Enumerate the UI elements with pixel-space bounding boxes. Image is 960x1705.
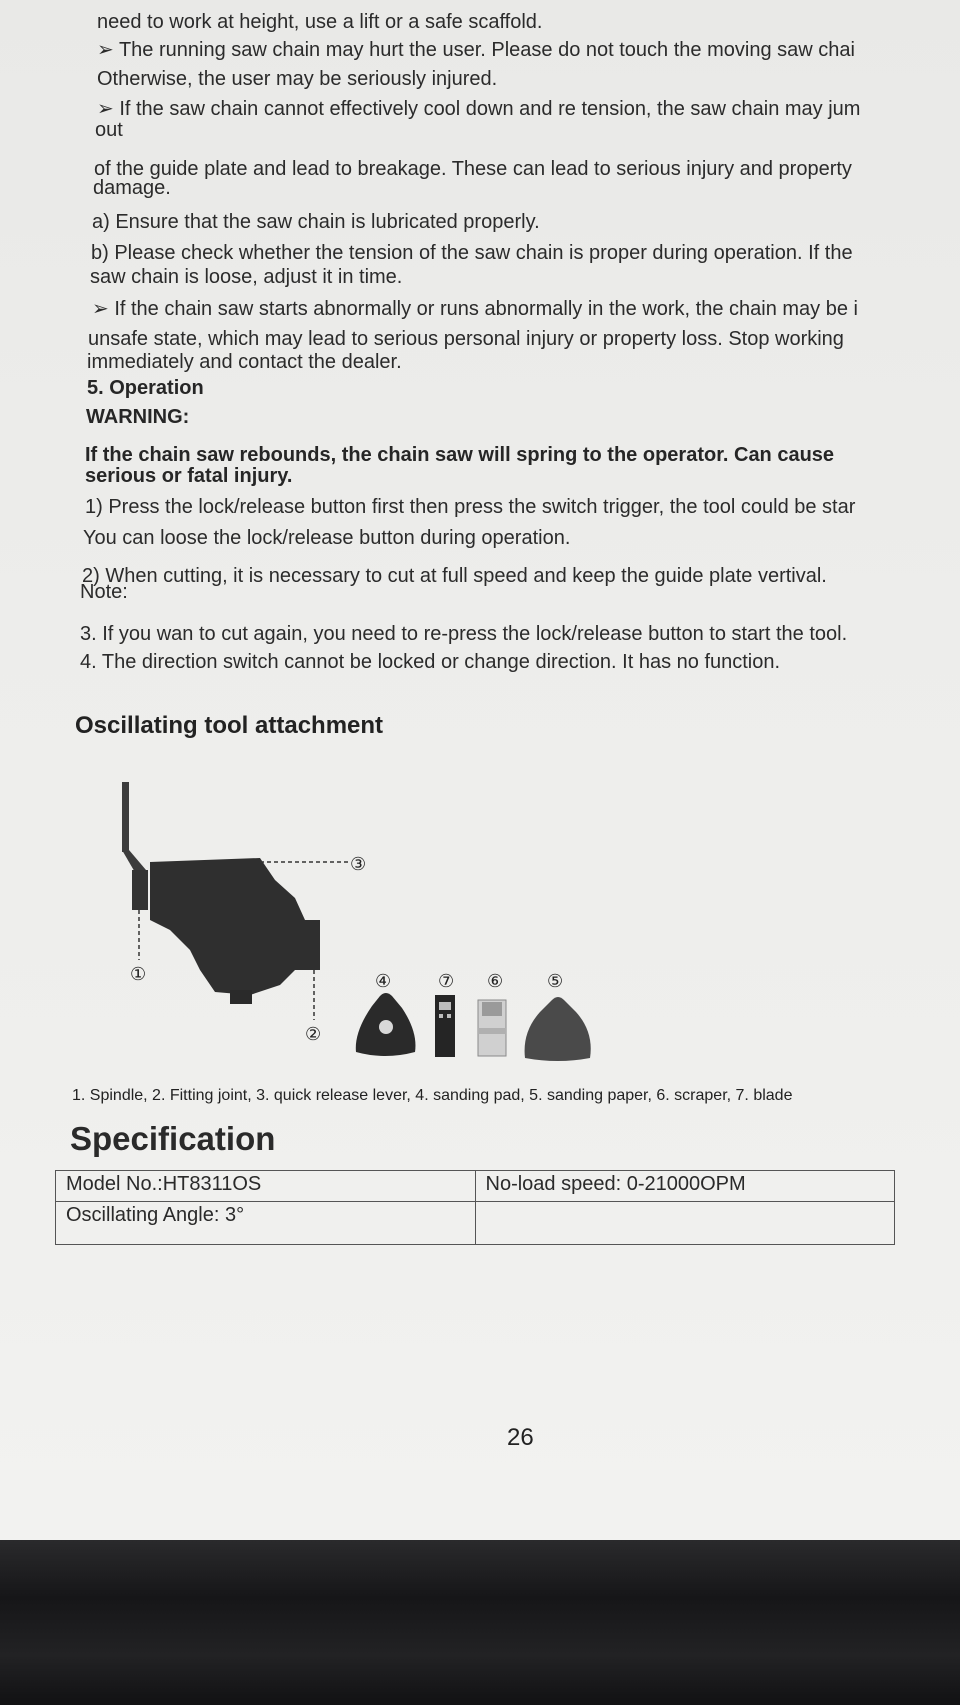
body-line: saw chain is loose, adjust it in time. <box>90 266 403 288</box>
model-cell: Model No.:HT8311OS <box>56 1171 476 1202</box>
bullet-line: ➢ The running saw chain may hurt the user. Please do not touch the moving saw chai <box>97 39 855 61</box>
body-line: of the guide plate and lead to breakage. These can lead to serious injury and property <box>94 158 852 180</box>
step-item: 1) Press the lock/release button first then press the switch trigger, the tool could be star <box>85 496 856 518</box>
bullet-line: ➢ If the saw chain cannot effectively cool down and re tension, the saw chain may jum <box>97 98 861 120</box>
callout-2: ② <box>305 1024 322 1045</box>
background-surface <box>0 1540 960 1705</box>
attachment-heading: Oscillating tool attachment <box>75 712 384 739</box>
list-item: b) Please check whether the tension of the saw chain is proper during operation. If the <box>91 242 853 264</box>
body-line: immediately and contact the dealer. <box>87 351 402 373</box>
diagram-caption: 1. Spindle, 2. Fitting joint, 3. quick release lever, 4. sanding pad, 5. sanding paper, 6. scraper, 7. blade <box>72 1087 793 1104</box>
specification-table <box>55 1170 895 1245</box>
speed-cell: No-load speed: 0-21000OPM <box>475 1171 895 1202</box>
specification-heading: Specification <box>70 1120 276 1157</box>
step-item: 4. The direction switch cannot be locked or change direction. It has no function. <box>80 651 781 673</box>
body-line: need to work at height, use a lift or a safe scaffold. <box>97 11 543 33</box>
callout-3: ③ <box>350 854 367 875</box>
table-row <box>56 1171 895 1202</box>
body-line: Otherwise, the user may be seriously injured. <box>97 68 498 90</box>
callout-1: ① <box>130 964 147 985</box>
step-item: 2) When cutting, it is necessary to cut at full speed and keep the guide plate vertival. <box>82 565 827 587</box>
warning-label: WARNING: <box>86 406 190 428</box>
note-label: Note: <box>80 581 128 603</box>
angle-cell: Oscillating Angle: 3° <box>56 1202 476 1245</box>
tool-body-shape <box>150 858 320 995</box>
empty-cell <box>475 1202 895 1245</box>
sanding-paper-shape <box>525 997 591 1061</box>
callout-5: ⑤ <box>547 971 564 992</box>
body-line: damage. <box>93 177 171 199</box>
page-number: 26 <box>507 1424 534 1451</box>
list-item: a) Ensure that the saw chain is lubricated properly. <box>92 211 540 233</box>
step-item: 3. If you wan to cut again, you need to re-press the lock/release button to start the tool. <box>80 623 848 645</box>
callout-4: ④ <box>375 971 392 992</box>
bullet-line: ➢ If the chain saw starts abnormally or runs abnormally in the work, the chain may be i <box>92 298 858 320</box>
warning-text: serious or fatal injury. <box>85 465 293 487</box>
callout-6: ⑥ <box>487 971 504 992</box>
body-line: out <box>95 119 123 141</box>
release-lever-shape <box>122 782 129 852</box>
tool-diagram <box>110 770 610 1070</box>
step-item: You can loose the lock/release button during operation. <box>83 527 571 549</box>
warning-text: If the chain saw rebounds, the chain saw will spring to the operator. Can cause <box>85 444 835 466</box>
section-heading: 5. Operation <box>87 377 204 399</box>
callout-7: ⑦ <box>438 971 455 992</box>
spindle-shape <box>132 870 148 910</box>
table-row <box>56 1202 895 1245</box>
body-line: unsafe state, which may lead to serious personal injury or property loss. Stop working <box>88 328 844 350</box>
